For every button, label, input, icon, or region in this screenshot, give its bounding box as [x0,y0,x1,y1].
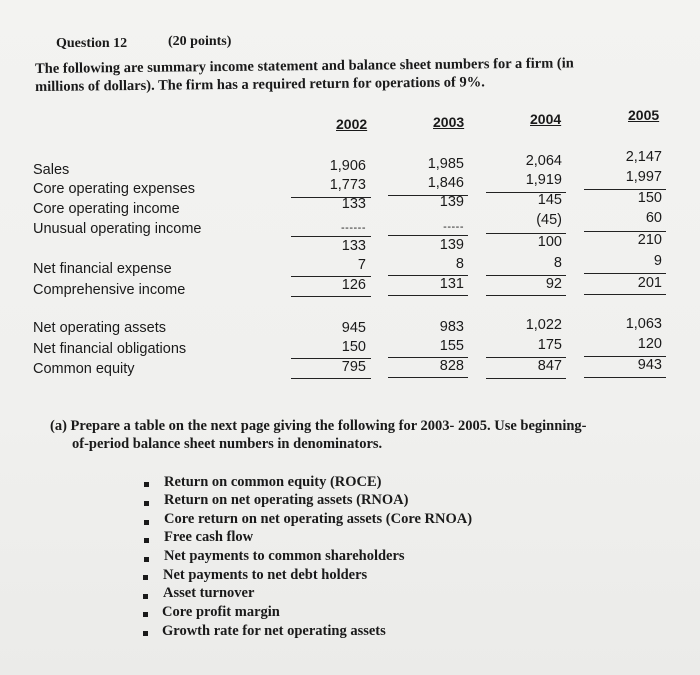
value-nfo-2002: 150 [341,339,366,355]
value-nfo-2004: 175 [537,337,562,353]
list-item: Net payments to common shareholders [164,548,405,564]
rule [584,294,666,295]
value-ci-2002: 126 [341,277,366,293]
value-core-opex-2002: 1,773 [329,177,366,193]
label-unusual-oi: Unusual operating income [33,221,202,237]
label-ci: Comprehensive income [33,282,186,298]
value-ci-2003: 131 [439,276,464,292]
value-sales-2003: 1,985 [427,156,464,172]
bullet-icon [143,575,148,580]
value-unusual-oi-2004: (45) [536,212,562,228]
label-nfe: Net financial expense [33,261,172,277]
value-nfe-2002: 7 [357,257,366,273]
rule [486,378,566,379]
value-sales-2004: 2,064 [525,153,562,169]
task-line-1: (a) Prepare a table on the next page giving the following for 2003- 2005. Use beginning- [50,418,587,434]
rule [388,377,468,378]
label-ce: Common equity [33,361,135,377]
rule [291,378,371,379]
value-ci-2004: 92 [545,276,562,292]
list-item: Asset turnover [163,585,255,601]
rule [291,236,371,237]
rule [388,295,468,296]
label-sales: Sales [33,162,70,178]
rule [584,273,666,274]
value-sales-2002: 1,906 [329,158,366,174]
value-ce-2002: 795 [341,359,366,375]
question-number: Question 12 [56,36,128,51]
year-header-2002: 2002 [336,116,368,132]
value-nfo-2003: 155 [439,338,464,354]
label-nfo: Net financial obligations [33,341,187,357]
value-core-opex-2003: 1,846 [427,175,464,191]
list-item: Net payments to net debt holders [163,567,368,583]
rule [486,295,566,296]
rule [584,377,666,378]
value-ce-2003: 828 [439,358,464,374]
value-core-opex-2004: 1,919 [525,172,562,188]
question-points: (20 points) [168,34,232,49]
list-item: Return on common equity (ROCE) [164,474,382,490]
value-core-oi-2002: 133 [341,196,366,212]
bullet-icon [144,501,149,506]
bullet-icon [144,538,149,543]
intro-line-1: The following are summary income statement and balance sheet numbers for a firm (in [35,55,574,77]
value-oi-2005: 210 [637,232,662,248]
value-unusual-oi-2005: 60 [645,210,662,226]
bullet-icon [144,520,149,525]
value-nfe-2004: 8 [553,255,562,271]
value-core-oi-2003: 139 [439,194,464,210]
list-item: Return on net operating assets (RNOA) [164,492,409,508]
label-noa: Net operating assets [33,320,166,336]
value-noa-2005: 1,063 [625,316,662,332]
list-item: Core profit margin [162,604,280,620]
value-noa-2004: 1,022 [525,317,562,333]
bullet-icon [144,557,149,562]
bullet-icon [143,594,148,599]
value-core-opex-2005: 1,997 [625,169,662,185]
year-header-2004: 2004 [530,111,562,127]
value-sales-2005: 2,147 [625,149,662,165]
value-noa-2003: 983 [439,319,464,335]
value-oi-2002: 133 [341,238,366,254]
value-ci-2005: 201 [637,275,662,291]
year-header-2003: 2003 [433,114,465,130]
list-item: Free cash flow [164,529,254,545]
list-item: Core return on net operating assets (Core RNOA) [164,511,473,527]
year-header-2005: 2005 [628,107,660,123]
value-oi-2004: 100 [537,234,562,250]
value-noa-2002: 945 [341,320,366,336]
rule [388,235,468,236]
label-core-oi: Core operating income [33,201,180,217]
value-unusual-oi-2002: ------ [341,222,366,234]
value-nfo-2005: 120 [637,336,662,352]
intro-line-2: millions of dollars). The firm has a required return for operations of 9%. [35,74,485,95]
rule [291,296,371,297]
list-item: Growth rate for net operating assets [162,623,386,639]
bullet-icon [144,482,149,487]
value-unusual-oi-2003: ----- [443,221,464,233]
value-ce-2004: 847 [537,358,562,374]
value-nfe-2003: 8 [455,256,464,272]
bullet-icon [143,631,148,636]
task-line-2: of-period balance sheet numbers in denominators. [72,436,383,452]
value-core-oi-2004: 145 [537,192,562,208]
bullet-icon [143,612,148,617]
value-oi-2003: 139 [439,237,464,253]
label-core-opex: Core operating expenses [33,181,196,197]
value-nfe-2005: 9 [653,253,662,269]
value-ce-2005: 943 [637,357,662,373]
value-core-oi-2005: 150 [637,190,662,206]
